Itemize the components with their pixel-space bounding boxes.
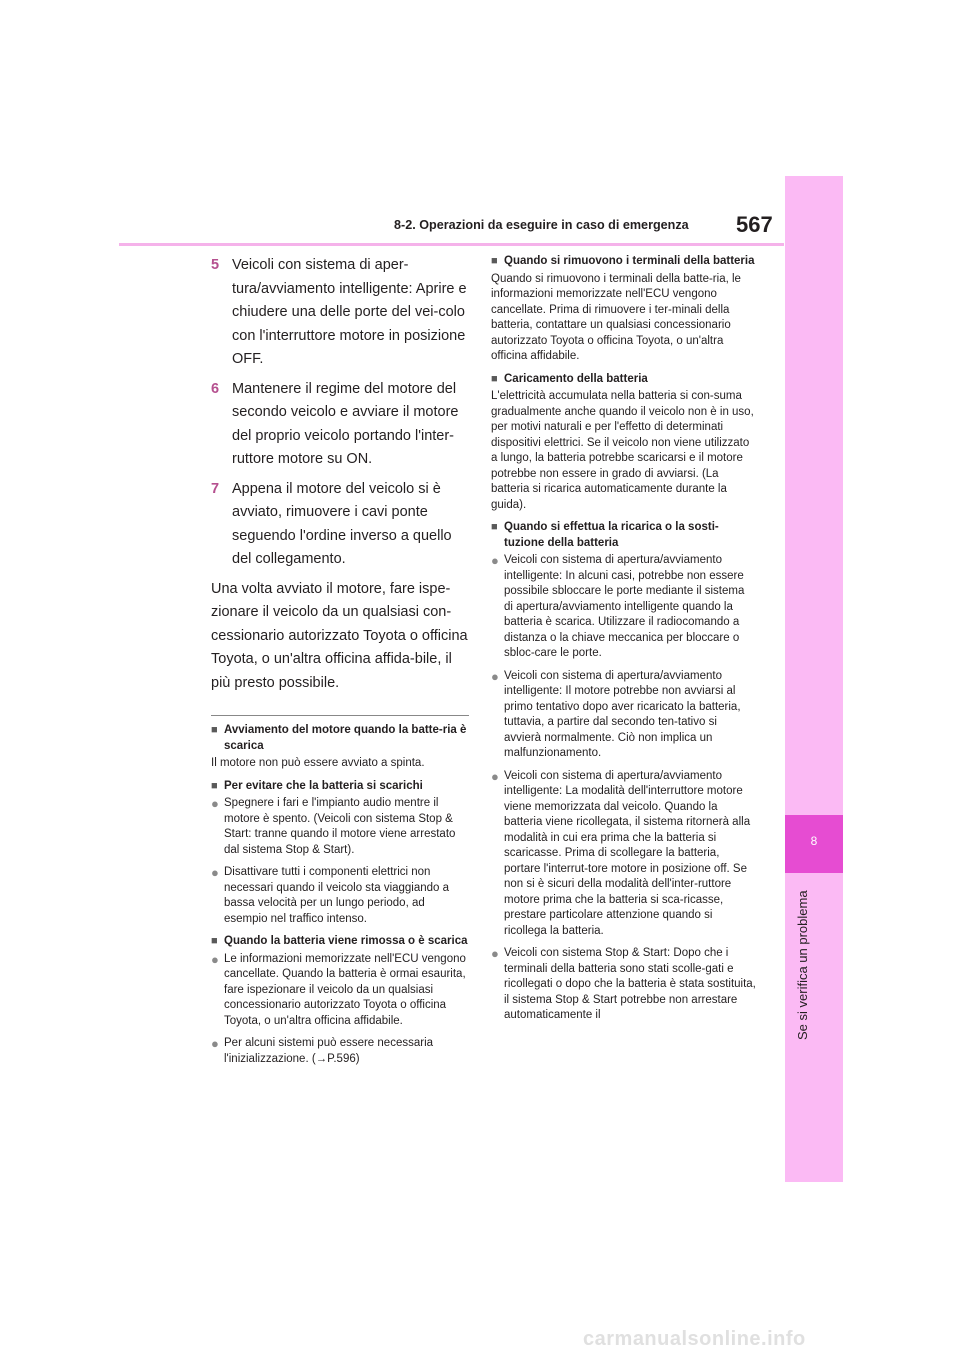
bullet-item <box>211 952 469 1030</box>
section-title: 8-2. Operazioni da eseguire in caso di emergenza <box>394 218 689 232</box>
bullet-item <box>211 865 469 927</box>
section-heading <box>491 520 756 551</box>
header-divider <box>119 243 784 246</box>
bullet-item <box>211 796 469 858</box>
square-bullet-icon: ■ <box>211 935 218 947</box>
bullet-text: Disattivare tutti i componenti elettrici non necessari quando il veicolo sta viaggiando a bassa velocità per un lungo periodo, ad esempio nel traffico intenso. <box>224 866 450 925</box>
step-number: 7 <box>211 480 220 497</box>
square-bullet-icon: ■ <box>491 521 498 533</box>
section-heading-text: Quando si effettua la ricarica o la sosti-tuzione della batteria <box>504 521 719 549</box>
section-heading <box>211 934 469 950</box>
square-bullet-icon: ■ <box>491 372 498 385</box>
dot-bullet-icon: ● <box>211 1036 219 1051</box>
right-column <box>491 254 756 1031</box>
section-heading <box>211 723 469 754</box>
section-heading-text: Quando la batteria viene rimossa o è scarica <box>224 935 468 947</box>
dot-bullet-icon: ● <box>211 796 219 811</box>
section-heading <box>491 372 756 388</box>
section-heading-text: Quando si rimuovono i terminali della batteria <box>504 255 755 267</box>
left-column <box>211 254 469 1074</box>
step-item <box>211 478 469 572</box>
bullet-text: Spegnere i fari e l'impianto audio mentre il motore è spento. (Veicoli con sistema Stop & Start: tranne quando il motore viene arrestato dal sistema Stop & Start). <box>224 797 456 856</box>
bullet-text-page-reference[interactable]: Per alcuni sistemi può essere necessaria l'inizializzazione. (→P.596) <box>224 1037 434 1065</box>
bullet-item <box>491 946 756 1024</box>
bullet-text: Veicoli con sistema di apertura/avviamento intelligente: La modalità dell'interruttore motore viene memorizzata dal veicolo. Quando la batteria viene ricollegata, il sistema ritornerà alla modalità in cui era prima che la batteria si scaricasse. Prima di scollegare la batteria, portare l'interrut-tore motore in posizione off. Se non si è sicuri della modalità dell'inter-ruttore motore prima che la batteria si sca-ricasse, prestare particolare attenzione quando si ricollega la batteria. <box>504 769 751 937</box>
bullet-text: Veicoli con sistema Stop & Start: Dopo che i terminali della batteria sono stati scolle-gati e ricollegati o dopo che la batteria è stata sostituita, il sistema Stop & Start potrebbe non arrestare automaticamente il <box>504 947 756 1021</box>
bullet-item <box>491 769 756 940</box>
bullet-item <box>211 1036 469 1067</box>
section-heading-text: Avviamento del motore quando la batte-ria è scarica <box>224 724 467 752</box>
square-bullet-icon: ■ <box>211 779 218 792</box>
body-paragraph: Una volta avviato il motore, fare ispe-zionare il veicolo da un qualsiasi con-cessionario autorizzato Toyota o officina Toyota, o un'altra officina affida-bile, il più presto possibile. <box>211 580 468 691</box>
section-heading <box>211 779 469 795</box>
section-heading <box>491 254 756 270</box>
section-text: L'elettricità accumulata nella batteria si con-suma gradualmente anche quando il veicolo non è in uso, per motivi naturali e per l'effetto di determinati dispositivi elettrici. Se il veicolo non viene utilizzato a lungo, la batteria potrebbe scaricarsi e il motore potrebbe non essere in grado di avviarsi. (La batteria si ricarica automaticamente durante la guida). <box>491 390 754 511</box>
step-number: 5 <box>211 257 220 273</box>
bullet-item <box>491 669 756 762</box>
dot-bullet-icon: ● <box>491 553 499 568</box>
watermark: carmanualsonline.info <box>583 1328 806 1350</box>
dot-bullet-icon: ● <box>491 668 499 684</box>
dot-bullet-icon: ● <box>211 951 219 967</box>
bullet-text: Veicoli con sistema di apertura/avviamento intelligente: Il motore potrebbe non avviarsi al primo tentativo dopo aver ricaricato la batteria, tuttavia, a partire dal secondo ten-tativo si avvierà normalmente. Ciò non implica un malfunzionamento. <box>504 669 741 759</box>
section-heading-text: Per evitare che la batteria si scarichi <box>224 779 423 792</box>
bullet-text: Le informazioni memorizzate nell'ECU vengono cancellate. Quando la batteria è ormai esaurita, fare ispezionare il veicolo da un qualsiasi concessionario autorizzato Toyota o officina Toyota, o un'altra officina affidabile. <box>224 952 466 1027</box>
dot-bullet-icon: ● <box>491 946 499 961</box>
section-text: Quando si rimuovono i terminali della batte-ria, le informazioni memorizzate nell'ECU vengono cancellate. Prima di rimuovere i ter-minali della batteria, contattare un qualsiasi concessionario autorizzato Toyota o officina Toyota, o un'altra officina affidabile. <box>491 272 741 362</box>
page-number: 567 <box>736 212 773 237</box>
chapter-number: 8 <box>810 834 818 848</box>
bullet-item <box>491 553 756 662</box>
section-text: Il motore non può essere avviato a spinta. <box>211 757 425 769</box>
step-item <box>211 378 469 472</box>
step-text: Veicoli con sistema di aper-tura/avviamento intelligente: Aprire e chiudere una delle porte del vei-colo con l'interruttore motore in posizione OFF. <box>232 257 467 367</box>
step-item <box>211 254 469 372</box>
section-divider <box>211 715 469 716</box>
chapter-title: Se si verifica un problema <box>795 890 810 1040</box>
dot-bullet-icon: ● <box>491 768 499 784</box>
step-text: Mantenere il regime del motore del secondo veicolo e avviare il motore del proprio veicolo portando l'inter-ruttore motore su ON. <box>232 380 459 467</box>
section-heading-text: Caricamento della batteria <box>504 372 648 385</box>
step-number: 6 <box>211 380 220 397</box>
square-bullet-icon: ■ <box>211 724 218 736</box>
dot-bullet-icon: ● <box>211 865 219 880</box>
chapter-side-tab <box>785 176 843 1182</box>
bullet-text: Veicoli con sistema di apertura/avviamento intelligente: In alcuni casi, potrebbe non essere possibile sbloccare le porte mediante il sistema di apertura/avviamento intelligente quando la batteria è scarica. Utilizzare il radiocomando a distanza o la chiave meccanica per bloccare o sbloc-care le porte. <box>504 554 745 659</box>
square-bullet-icon: ■ <box>491 255 498 267</box>
step-text: Appena il motore del veicolo si è avviato, rimuovere i cavi ponte seguendo l'ordine inverso a quello del collegamento. <box>232 480 452 567</box>
